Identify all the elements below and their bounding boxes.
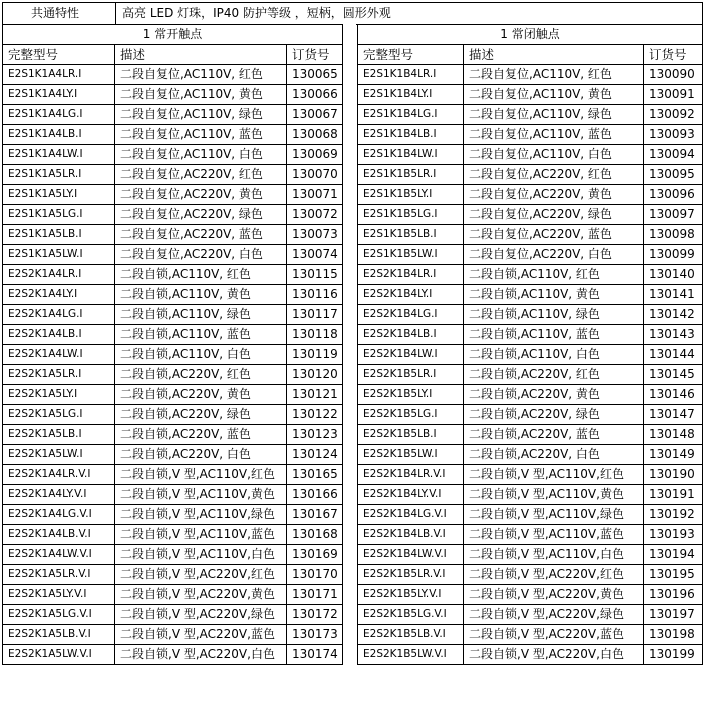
table-row [358, 205, 703, 225]
order-number-cell: 130195 [644, 565, 703, 585]
description-cell: 二段自锁,V 型,AC110V,白色 [115, 545, 287, 565]
nc-contact-title: 1 常闭触点 [358, 25, 703, 45]
order-number-cell: 130143 [644, 325, 703, 345]
table-row [3, 345, 343, 365]
table-row [3, 385, 343, 405]
description-cell: 二段自锁,AC110V, 蓝色 [115, 325, 287, 345]
description-cell: 二段自复位,AC110V, 绿色 [115, 105, 287, 125]
order-number-cell: 130068 [287, 125, 343, 145]
description-cell: 二段自锁,AC220V, 绿色 [464, 405, 644, 425]
table-row [358, 585, 703, 605]
table-row [358, 425, 703, 445]
order-number-cell: 130093 [644, 125, 703, 145]
table-row [358, 65, 703, 85]
table-row [358, 505, 703, 525]
description-cell: 二段自复位,AC220V, 白色 [115, 245, 287, 265]
model-cell: E2S1K1B5LY.I [358, 185, 464, 205]
description-cell: 二段自锁,V 型,AC110V,绿色 [115, 505, 287, 525]
header-code: 订货号 [287, 45, 343, 65]
order-number-cell: 130147 [644, 405, 703, 425]
description-cell: 二段自锁,V 型,AC110V,蓝色 [464, 525, 644, 545]
table-row [358, 605, 703, 625]
order-number-cell: 130194 [644, 545, 703, 565]
order-number-cell: 130094 [644, 145, 703, 165]
no-contact-title: 1 常开触点 [3, 25, 343, 45]
no-contact-table [2, 24, 343, 665]
model-cell: E2S1K1B4LW.I [358, 145, 464, 165]
model-cell: E2S1K1A5LY.I [3, 185, 115, 205]
description-cell: 二段自锁,AC220V, 红色 [464, 365, 644, 385]
header-code: 订货号 [644, 45, 703, 65]
model-cell: E2S2K1A5LG.V.I [3, 605, 115, 625]
model-cell: E2S1K1B5LG.I [358, 205, 464, 225]
model-cell: E2S2K1A5LB.I [3, 425, 115, 445]
table-row [3, 525, 343, 545]
table-row [358, 165, 703, 185]
column-separator [343, 24, 356, 712]
model-cell: E2S2K1A5LY.I [3, 385, 115, 405]
order-number-cell: 130115 [287, 265, 343, 285]
description-cell: 二段自锁,V 型,AC110V,蓝色 [115, 525, 287, 545]
table-row [358, 285, 703, 305]
order-number-cell: 130070 [287, 165, 343, 185]
model-cell: E2S2K1A4LY.I [3, 285, 115, 305]
description-cell: 二段自锁,AC110V, 红色 [464, 265, 644, 285]
description-cell: 二段自锁,V 型,AC220V,红色 [115, 565, 287, 585]
model-cell: E2S2K1A4LR.I [3, 265, 115, 285]
order-number-cell: 130192 [644, 505, 703, 525]
table-row [3, 405, 343, 425]
model-cell: E2S2K1B5LR.V.I [358, 565, 464, 585]
description-cell: 二段自复位,AC220V, 蓝色 [464, 225, 644, 245]
description-cell: 二段自锁,V 型,AC110V,白色 [464, 545, 644, 565]
model-cell: E2S2K1B5LG.I [358, 405, 464, 425]
order-number-cell: 130166 [287, 485, 343, 505]
table-row [358, 125, 703, 145]
order-number-cell: 130172 [287, 605, 343, 625]
model-cell: E2S2K1A4LW.V.I [3, 545, 115, 565]
description-cell: 二段自锁,AC220V, 黄色 [115, 385, 287, 405]
model-cell: E2S2K1A4LR.V.I [3, 465, 115, 485]
model-cell: E2S2K1A5LW.V.I [3, 645, 115, 665]
order-number-cell: 130169 [287, 545, 343, 565]
common-features-label: 共通特性 [3, 3, 116, 25]
model-cell: E2S2K1B4LB.V.I [358, 525, 464, 545]
table-row [358, 225, 703, 245]
model-cell: E2S2K1B5LB.I [358, 425, 464, 445]
order-number-cell: 130140 [644, 265, 703, 285]
description-cell: 二段自锁,V 型,AC220V,蓝色 [464, 625, 644, 645]
description-cell: 二段自锁,AC220V, 白色 [464, 445, 644, 465]
description-cell: 二段自锁,V 型,AC110V,红色 [464, 465, 644, 485]
model-cell: E2S2K1B4LY.V.I [358, 485, 464, 505]
model-cell: E2S2K1A4LG.I [3, 305, 115, 325]
order-number-cell: 130098 [644, 225, 703, 245]
model-cell: E2S2K1B4LW.I [358, 345, 464, 365]
header-model: 完整型号 [3, 45, 115, 65]
description-cell: 二段自锁,AC110V, 白色 [115, 345, 287, 365]
order-number-cell: 130116 [287, 285, 343, 305]
order-number-cell: 130173 [287, 625, 343, 645]
order-number-cell: 130074 [287, 245, 343, 265]
description-cell: 二段自锁,V 型,AC220V,白色 [464, 645, 644, 665]
description-cell: 二段自复位,AC220V, 白色 [464, 245, 644, 265]
order-number-cell: 130071 [287, 185, 343, 205]
nc-contact-rows [358, 65, 703, 665]
description-cell: 二段自复位,AC220V, 红色 [464, 165, 644, 185]
table-row [3, 85, 343, 105]
table-row [3, 425, 343, 445]
model-cell: E2S2K1B4LG.I [358, 305, 464, 325]
order-number-cell: 130072 [287, 205, 343, 225]
model-cell: E2S2K1A5LR.V.I [3, 565, 115, 585]
model-cell: E2S2K1A4LB.V.I [3, 525, 115, 545]
order-number-cell: 130117 [287, 305, 343, 325]
description-cell: 二段自复位,AC220V, 绿色 [115, 205, 287, 225]
table-row [358, 385, 703, 405]
model-cell: E2S1K1B4LR.I [358, 65, 464, 85]
description-cell: 二段自复位,AC110V, 蓝色 [115, 125, 287, 145]
description-cell: 二段自复位,AC110V, 蓝色 [464, 125, 644, 145]
model-cell: E2S2K1B4LW.V.I [358, 545, 464, 565]
description-cell: 二段自复位,AC220V, 蓝色 [115, 225, 287, 245]
description-cell: 二段自复位,AC220V, 绿色 [464, 205, 644, 225]
table-row [3, 605, 343, 625]
table-row [358, 545, 703, 565]
table-row [3, 225, 343, 245]
order-number-cell: 130170 [287, 565, 343, 585]
order-number-cell: 130099 [644, 245, 703, 265]
table-row [3, 285, 343, 305]
order-number-cell: 130167 [287, 505, 343, 525]
table-row [3, 625, 343, 645]
description-cell: 二段自锁,V 型,AC220V,蓝色 [115, 625, 287, 645]
order-number-cell: 130146 [644, 385, 703, 405]
model-cell: E2S2K1A5LB.V.I [3, 625, 115, 645]
table-row [3, 365, 343, 385]
model-cell: E2S1K1A5LR.I [3, 165, 115, 185]
description-cell: 二段自复位,AC110V, 红色 [115, 65, 287, 85]
model-cell: E2S1K1A4LR.I [3, 65, 115, 85]
description-cell: 二段自锁,AC110V, 绿色 [115, 305, 287, 325]
order-number-cell: 130190 [644, 465, 703, 485]
table-row [358, 625, 703, 645]
table-row [3, 105, 343, 125]
table-row [358, 265, 703, 285]
description-cell: 二段自复位,AC110V, 白色 [115, 145, 287, 165]
common-features-table [2, 2, 703, 25]
order-number-cell: 130091 [644, 85, 703, 105]
table-row [3, 645, 343, 665]
description-cell: 二段自锁,AC110V, 绿色 [464, 305, 644, 325]
model-cell: E2S1K1A5LB.I [3, 225, 115, 245]
order-number-cell: 130196 [644, 585, 703, 605]
order-number-cell: 130145 [644, 365, 703, 385]
order-number-cell: 130141 [644, 285, 703, 305]
model-cell: E2S2K1A5LY.V.I [3, 585, 115, 605]
description-cell: 二段自锁,AC220V, 黄色 [464, 385, 644, 405]
table-row [3, 185, 343, 205]
header-desc: 描述 [464, 45, 644, 65]
description-cell: 二段自锁,AC220V, 红色 [115, 365, 287, 385]
model-cell: E2S2K1A4LG.V.I [3, 505, 115, 525]
description-cell: 二段自复位,AC220V, 黄色 [464, 185, 644, 205]
order-number-cell: 130142 [644, 305, 703, 325]
model-cell: E2S1K1A4LW.I [3, 145, 115, 165]
description-cell: 二段自锁,V 型,AC220V,绿色 [115, 605, 287, 625]
model-cell: E2S2K1B4LG.V.I [358, 505, 464, 525]
description-cell: 二段自复位,AC110V, 绿色 [464, 105, 644, 125]
order-number-cell: 130191 [644, 485, 703, 505]
model-cell: E2S2K1B5LY.V.I [358, 585, 464, 605]
model-cell: E2S1K1B5LR.I [358, 165, 464, 185]
order-number-cell: 130120 [287, 365, 343, 385]
model-cell: E2S2K1A4LY.V.I [3, 485, 115, 505]
model-cell: E2S1K1B4LB.I [358, 125, 464, 145]
table-row [3, 125, 343, 145]
order-number-cell: 130067 [287, 105, 343, 125]
description-cell: 二段自复位,AC220V, 黄色 [115, 185, 287, 205]
table-row [358, 85, 703, 105]
table-row [358, 145, 703, 165]
model-cell: E2S2K1B5LG.V.I [358, 605, 464, 625]
order-number-cell: 130097 [644, 205, 703, 225]
table-row [358, 345, 703, 365]
model-cell: E2S2K1B4LR.I [358, 265, 464, 285]
order-number-cell: 130165 [287, 465, 343, 485]
table-row [358, 405, 703, 425]
model-cell: E2S2K1B4LY.I [358, 285, 464, 305]
nc-contact-header-row [358, 45, 703, 65]
order-number-cell: 130144 [644, 345, 703, 365]
table-row [358, 445, 703, 465]
table-row [3, 245, 343, 265]
table-row [358, 465, 703, 485]
description-cell: 二段自复位,AC110V, 白色 [464, 145, 644, 165]
model-cell: E2S2K1B5LB.V.I [358, 625, 464, 645]
order-number-cell: 130066 [287, 85, 343, 105]
model-cell: E2S2K1A4LB.I [3, 325, 115, 345]
order-number-cell: 130149 [644, 445, 703, 465]
model-cell: E2S1K1A4LB.I [3, 125, 115, 145]
order-number-cell: 130174 [287, 645, 343, 665]
description-cell: 二段自锁,AC220V, 白色 [115, 445, 287, 465]
table-row [358, 185, 703, 205]
order-number-cell: 130122 [287, 405, 343, 425]
model-cell: E2S2K1B4LB.I [358, 325, 464, 345]
model-cell: E2S1K1A4LY.I [3, 85, 115, 105]
order-number-cell: 130090 [644, 65, 703, 85]
model-cell: E2S2K1A5LR.I [3, 365, 115, 385]
nc-contact-table [357, 24, 703, 665]
model-cell: E2S2K1B5LW.V.I [358, 645, 464, 665]
order-number-cell: 130171 [287, 585, 343, 605]
table-row [3, 205, 343, 225]
model-cell: E2S1K1B4LG.I [358, 105, 464, 125]
description-cell: 二段自锁,V 型,AC220V,黄色 [464, 585, 644, 605]
model-cell: E2S2K1A4LW.I [3, 345, 115, 365]
table-row [3, 445, 343, 465]
table-row [3, 565, 343, 585]
table-row [3, 505, 343, 525]
description-cell: 二段自复位,AC220V, 红色 [115, 165, 287, 185]
table-row [3, 145, 343, 165]
order-number-cell: 130119 [287, 345, 343, 365]
table-row [3, 325, 343, 345]
table-row [3, 65, 343, 85]
model-cell: E2S1K1A5LW.I [3, 245, 115, 265]
order-number-cell: 130148 [644, 425, 703, 445]
table-row [3, 165, 343, 185]
description-cell: 二段自锁,AC220V, 绿色 [115, 405, 287, 425]
model-cell: E2S1K1B4LY.I [358, 85, 464, 105]
order-number-cell: 130199 [644, 645, 703, 665]
table-row [3, 485, 343, 505]
order-number-cell: 130197 [644, 605, 703, 625]
model-cell: E2S1K1B5LW.I [358, 245, 464, 265]
table-row [358, 365, 703, 385]
table-row [358, 485, 703, 505]
model-cell: E2S2K1A5LW.I [3, 445, 115, 465]
description-cell: 二段自锁,V 型,AC220V,白色 [115, 645, 287, 665]
description-cell: 二段自复位,AC110V, 黄色 [115, 85, 287, 105]
table-row [358, 565, 703, 585]
description-cell: 二段自锁,V 型,AC220V,绿色 [464, 605, 644, 625]
description-cell: 二段自锁,V 型,AC220V,红色 [464, 565, 644, 585]
no-contact-header-row [3, 45, 343, 65]
description-cell: 二段自锁,AC220V, 蓝色 [464, 425, 644, 445]
table-row [358, 245, 703, 265]
table-row [358, 105, 703, 125]
order-number-cell: 130092 [644, 105, 703, 125]
model-cell: E2S2K1B4LR.V.I [358, 465, 464, 485]
description-cell: 二段自锁,V 型,AC110V,红色 [115, 465, 287, 485]
description-cell: 二段自锁,V 型,AC220V,黄色 [115, 585, 287, 605]
table-row [3, 465, 343, 485]
description-cell: 二段自锁,AC110V, 黄色 [115, 285, 287, 305]
table-row [3, 545, 343, 565]
description-cell: 二段自锁,AC110V, 蓝色 [464, 325, 644, 345]
model-cell: E2S1K1A4LG.I [3, 105, 115, 125]
model-cell: E2S2K1B5LY.I [358, 385, 464, 405]
model-cell: E2S1K1A5LG.I [3, 205, 115, 225]
model-cell: E2S2K1B5LR.I [358, 365, 464, 385]
description-cell: 二段自锁,V 型,AC110V,绿色 [464, 505, 644, 525]
model-cell: E2S1K1B5LB.I [358, 225, 464, 245]
nc-contact-caption-row [358, 25, 703, 45]
order-number-cell: 130168 [287, 525, 343, 545]
table-row [3, 305, 343, 325]
order-number-cell: 130095 [644, 165, 703, 185]
table-row [358, 305, 703, 325]
table-row [358, 525, 703, 545]
table-row [3, 265, 343, 285]
order-number-cell: 130121 [287, 385, 343, 405]
model-cell: E2S2K1B5LW.I [358, 445, 464, 465]
order-number-cell: 130123 [287, 425, 343, 445]
description-cell: 二段自复位,AC110V, 红色 [464, 65, 644, 85]
order-number-cell: 130198 [644, 625, 703, 645]
no-contact-caption-row [3, 25, 343, 45]
common-features-value: 高亮 LED 灯珠，IP40 防护等级 ，短柄，圆形外观 [116, 3, 703, 25]
order-number-cell: 130073 [287, 225, 343, 245]
description-cell: 二段自复位,AC110V, 黄色 [464, 85, 644, 105]
description-cell: 二段自锁,AC110V, 红色 [115, 265, 287, 285]
order-number-cell: 130096 [644, 185, 703, 205]
table-row [358, 325, 703, 345]
order-number-cell: 130118 [287, 325, 343, 345]
description-cell: 二段自锁,AC220V, 蓝色 [115, 425, 287, 445]
description-cell: 二段自锁,AC110V, 白色 [464, 345, 644, 365]
order-number-cell: 130193 [644, 525, 703, 545]
common-features-row [3, 3, 703, 25]
header-desc: 描述 [115, 45, 287, 65]
table-row [358, 645, 703, 665]
table-row [3, 585, 343, 605]
model-cell: E2S2K1A5LG.I [3, 405, 115, 425]
order-number-cell: 130069 [287, 145, 343, 165]
no-contact-rows [3, 65, 343, 665]
order-number-cell: 130065 [287, 65, 343, 85]
description-cell: 二段自锁,V 型,AC110V,黄色 [464, 485, 644, 505]
header-model: 完整型号 [358, 45, 464, 65]
order-number-cell: 130124 [287, 445, 343, 465]
description-cell: 二段自锁,V 型,AC110V,黄色 [115, 485, 287, 505]
description-cell: 二段自锁,AC110V, 黄色 [464, 285, 644, 305]
